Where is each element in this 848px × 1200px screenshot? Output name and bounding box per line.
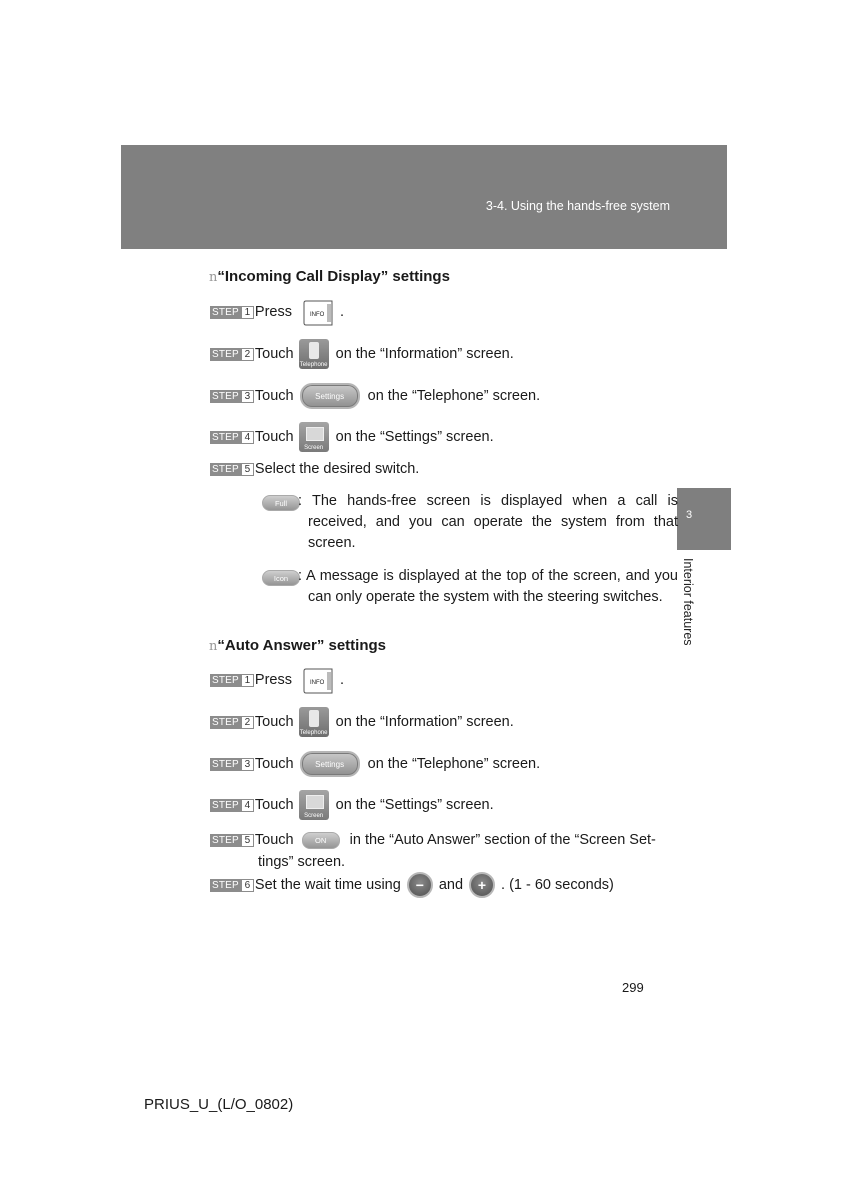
bullet: n <box>209 639 218 654</box>
plus-button[interactable]: + <box>469 872 495 898</box>
incoming-step-3 <box>210 383 540 409</box>
auto-step-1 <box>210 667 344 693</box>
incoming-call-heading <box>209 268 450 285</box>
bullet: n <box>209 270 218 285</box>
incoming-step-1 <box>210 299 344 325</box>
step-text: Select the desired switch. <box>254 461 420 477</box>
step-text: Press <box>254 672 292 688</box>
svg-text:INFO: INFO <box>310 312 325 318</box>
chapter-tab <box>677 488 731 550</box>
step-text: Press <box>254 304 292 320</box>
full-button[interactable]: Full <box>262 495 300 511</box>
step-text: Touch <box>254 388 294 404</box>
step-text: Touch <box>254 346 294 362</box>
settings-button[interactable]: Settings <box>300 751 360 777</box>
incoming-step-4 <box>210 424 494 450</box>
heading-text: “Auto Answer” settings <box>217 637 387 654</box>
step-badge: STEP 1 <box>210 306 254 319</box>
minus-button[interactable]: − <box>407 872 433 898</box>
chapter-number: 3 <box>686 509 693 521</box>
section-title: 3-4. Using the hands-free system <box>485 199 670 213</box>
step-text: Touch <box>254 714 294 730</box>
step-badge: STEP 3 <box>210 390 254 403</box>
telephone-icon[interactable]: Telephone <box>299 707 329 737</box>
info-button[interactable] <box>302 300 334 324</box>
screen-icon[interactable]: Screen <box>299 790 329 820</box>
step-text-continued: tings” screen. <box>258 854 346 870</box>
step-text-post: in the “Auto Answer” section of the “Screen Set- <box>349 832 656 848</box>
auto-step-3 <box>210 751 540 777</box>
auto-step-6 <box>210 872 614 898</box>
screen-icon[interactable]: Screen <box>299 422 329 452</box>
step-text: Touch <box>254 429 294 445</box>
step-badge: STEP 5 <box>210 463 254 476</box>
auto-answer-heading <box>209 637 386 654</box>
step-badge: STEP 5 <box>210 834 254 847</box>
step-text-post: on the “Telephone” screen. <box>367 756 541 772</box>
footer-code: PRIUS_U_(L/O_0802) <box>144 1096 294 1113</box>
step-badge: STEP 1 <box>210 674 254 687</box>
step-badge: STEP 4 <box>210 431 254 444</box>
settings-button[interactable]: Settings <box>300 383 360 409</box>
switch-text: : A message is displayed at the top of the screen, and you can only operate the system with the steering switches. <box>298 568 678 605</box>
page-number: 299 <box>622 980 644 995</box>
switch-text: : The hands-free screen is displayed when a call is received, and you can operate the system from that screen. <box>298 493 678 551</box>
step-text: Touch <box>254 756 294 772</box>
step-text-post: on the “Information” screen. <box>335 346 514 362</box>
step-badge: STEP 4 <box>210 799 254 812</box>
step-text-post: on the “Telephone” screen. <box>367 388 541 404</box>
step-badge: STEP 2 <box>210 716 254 729</box>
auto-step-2 <box>210 709 514 735</box>
step-text-post: . <box>340 672 345 688</box>
heading-text: “Incoming Call Display” settings <box>217 268 450 285</box>
step-text-post: on the “Settings” screen. <box>335 797 494 813</box>
on-button[interactable]: ON <box>302 832 340 849</box>
incoming-step-5 <box>210 456 419 482</box>
info-button[interactable] <box>302 668 334 692</box>
step-text: Set the wait time using <box>254 877 401 893</box>
step-badge: STEP 2 <box>210 348 254 361</box>
telephone-icon[interactable]: Telephone <box>299 339 329 369</box>
step-text-post: on the “Information” screen. <box>335 714 514 730</box>
step-text-post: . <box>340 304 345 320</box>
header-band <box>121 145 727 249</box>
step-text: Touch <box>254 797 294 813</box>
chapter-label: Interior features <box>681 558 695 646</box>
auto-step-4 <box>210 792 494 818</box>
step-text-post: . (1 - 60 seconds) <box>501 877 614 893</box>
icon-button[interactable]: Icon <box>262 570 300 586</box>
svg-text:INFO: INFO <box>310 680 325 686</box>
step-badge: STEP 3 <box>210 758 254 771</box>
incoming-step-2 <box>210 341 514 367</box>
step-badge: STEP 6 <box>210 879 254 892</box>
step-text-post: on the “Settings” screen. <box>335 429 494 445</box>
step-text: Touch <box>254 832 294 848</box>
step-text-mid: and <box>438 877 464 893</box>
